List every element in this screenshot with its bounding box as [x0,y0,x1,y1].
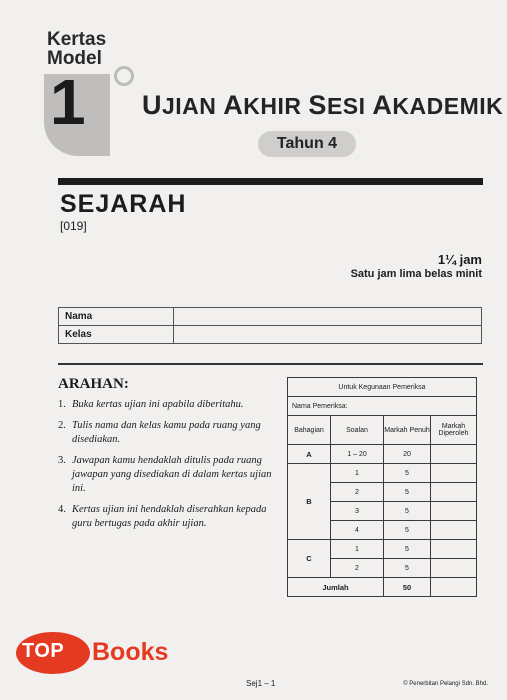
examiner-table-title: Untuk Kegunaan Pemeriksa [288,378,477,397]
paper-label-line2: Model [47,48,102,69]
subject-code: [019] [60,219,87,233]
row-soalan: 2 [331,483,384,502]
row-penuh: 5 [384,483,431,502]
row-diperoleh[interactable] [431,483,477,502]
row-diperoleh[interactable] [431,559,477,578]
examiner-name-label: Nama Pemeriksa: [288,397,477,416]
name-label: Nama [59,308,174,326]
paper-label [47,30,106,68]
instruction-item [58,454,276,496]
instruction-text: Kertas ujian ini hendaklah diserahkan kepada guru bertugas pada akhir ujian. [72,504,267,529]
logo-books-text: Books [92,638,169,666]
row-penuh: 5 [384,464,431,483]
total-label: Jumlah [288,578,384,597]
row-soalan: 4 [331,521,384,540]
col-bahagian: Bahagian [288,416,331,445]
exam-title-cap-a1: A [223,90,244,120]
section-b: B [288,464,331,540]
row-diperoleh[interactable] [431,540,477,559]
instruction-number: 3. [58,455,66,466]
page-number: Sej1 – 1 [246,679,276,688]
class-field[interactable] [174,326,482,344]
table-row [288,464,477,483]
exam-title-cap-u: U [142,90,162,120]
row-soalan: 2 [331,559,384,578]
exam-title-part3: ESI [326,93,373,119]
total-value: 50 [384,578,431,597]
candidate-table [58,307,482,344]
row-diperoleh[interactable] [431,464,477,483]
section-c: C [288,540,331,578]
duration-words: Satu jam lima belas minit [350,268,482,280]
badge-dot-icon [114,66,134,86]
col-soalan: Soalan [331,416,384,445]
instruction-item [58,503,276,531]
exam-title-part4: KADEMIK [392,93,504,119]
duration: 1¼ jam [437,252,482,267]
instruction-text: Buka kertas ujian ini apabila diberitahu. [72,399,244,410]
total-row [288,578,477,597]
instruction-item [58,398,276,412]
row-penuh: 20 [384,445,431,464]
instruction-number: 1. [58,399,66,410]
name-field[interactable] [174,308,482,326]
instruction-text: Tulis nama dan kelas kamu pada ruang yang disediakan. [72,420,261,445]
class-label: Kelas [59,326,174,344]
grade-pill: Tahun 4 [258,131,356,157]
exam-title-cap-s: S [308,90,327,120]
row-penuh: 5 [384,521,431,540]
row-soalan: 1 [331,540,384,559]
row-diperoleh[interactable] [431,445,477,464]
paper-label-line1: Kertas [47,29,107,50]
candidate-name-row [59,308,482,326]
row-penuh: 5 [384,540,431,559]
table-row [288,445,477,464]
logo-top-text: TOP [22,640,65,662]
instructions-list [58,398,276,538]
exam-title-cap-a2: A [372,90,393,120]
col-markah-penuh: Markah Penuh [384,416,431,445]
examiner-table [287,377,477,597]
candidate-class-row [59,326,482,344]
publisher-credit: © Penerbitan Pelangi Sdn. Bhd. [403,681,488,687]
row-diperoleh[interactable] [431,502,477,521]
header-divider [58,178,483,185]
table-row [288,540,477,559]
row-soalan: 1 [331,464,384,483]
section-a: A [288,445,331,464]
section-divider [58,363,483,365]
row-soalan: 3 [331,502,384,521]
instructions-heading: ARAHAN: [58,376,129,392]
row-soalan: 1 – 20 [331,445,384,464]
total-diperoleh[interactable] [431,578,477,597]
exam-title [142,90,503,121]
col-markah-diperoleh: Markah Diperoleh [431,416,477,445]
instruction-number: 2. [58,420,66,431]
row-penuh: 5 [384,559,431,578]
paper-number: 1 [50,66,86,138]
subject-name: SEJARAH [60,190,187,218]
row-penuh: 5 [384,502,431,521]
exam-title-part2: KHIR [243,93,309,119]
instruction-item [58,419,276,447]
row-diperoleh[interactable] [431,521,477,540]
instruction-text: Jawapan kamu hendaklah ditulis pada ruang jawapan yang disediakan di dalam kertas ujian ini. [72,455,272,494]
exam-title-part1: JIAN [162,93,224,119]
instruction-number: 4. [58,504,66,515]
